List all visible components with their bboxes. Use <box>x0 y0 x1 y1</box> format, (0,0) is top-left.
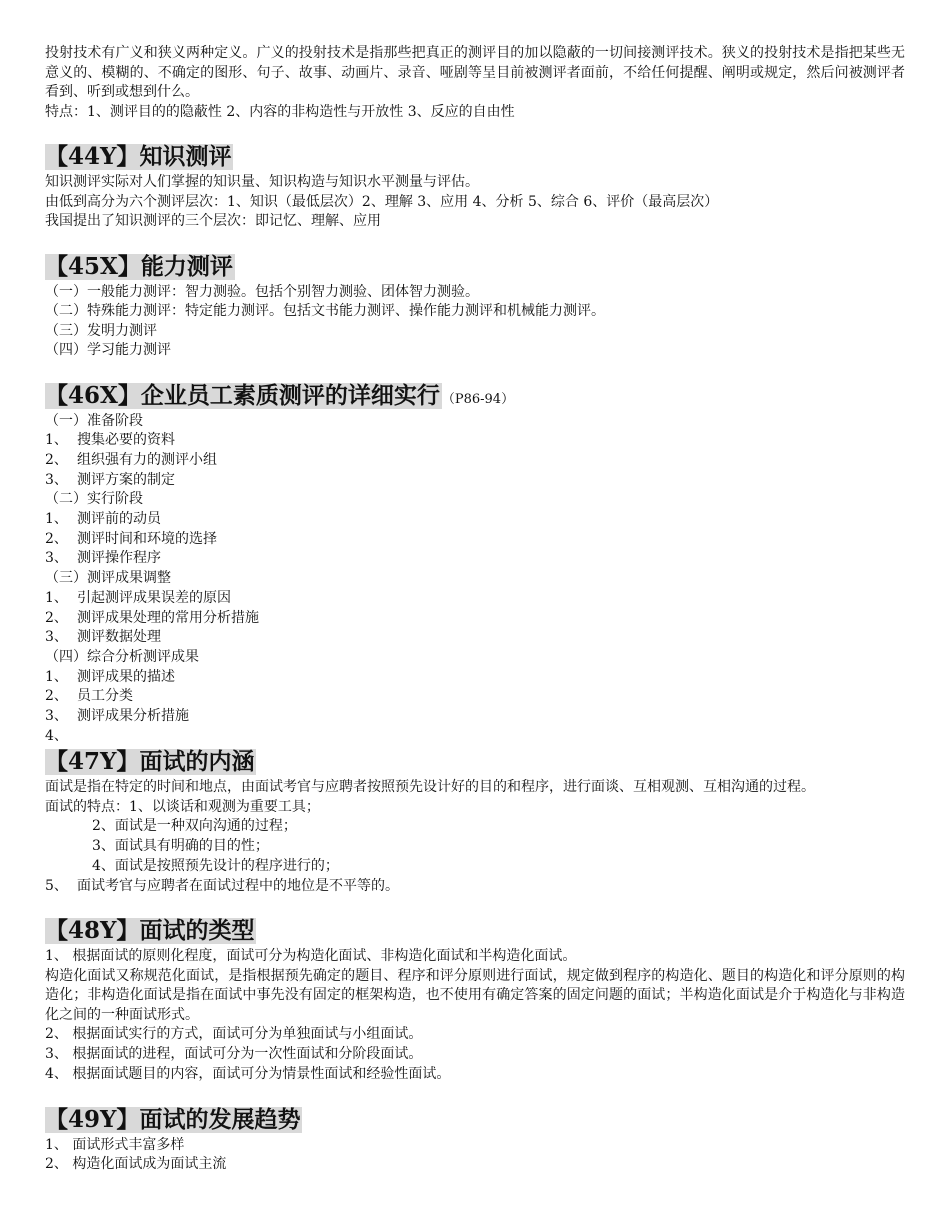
s48-line-2: 2、 根据面试实行的方式，面试可分为单独面试与小组面试。 <box>45 1026 423 1043</box>
s48-paragraph: 构造化面试又称规范化面试，是指根据预先确定的题目、程序和评分原则进行面试，规定做到程序的构造化、题目的构造化和评分原则的构造化；非构造化面试是指在面试中事先没有固定的框架构造，也不使用有确定答案的固定问题的面试；半构造化面试是介于构造化与非构造化之间的一种面试形式。 <box>45 967 905 1023</box>
list-item: 3、 测评方案的制定 <box>45 471 175 488</box>
s45-line-2: （二）特殊能力测评：特定能力测评。包括文书能力测评、操作能力测评和机械能力测评。 <box>45 303 605 319</box>
heading-44y: 【44Y】知识测评 <box>45 143 232 170</box>
heading-46x: 【46X】企业员工素质测评的详细实行 （P86-94） <box>45 381 515 409</box>
intro-paragraph: 投射技术有广义和狭义两种定义。广义的投射技术是指那些把真正的测评目的加以隐蔽的一切间接测评技术。狭义的投射技术是指把某些无意义的、模糊的、不确定的图形、句子、故事、动画片、录音、哑剧等呈目前被测评者面前，不给任何提醒、阐明或规定，然后问被测评者看到、听到或想到什么。 <box>45 45 905 100</box>
s46-group-4-label: （四）综合分析测评成果 <box>45 648 199 665</box>
heading-48y: 【48Y】面试的类型 <box>45 917 255 945</box>
list-item: 1、 搜集必要的资料 <box>45 432 175 449</box>
s49-line-2: 2、 构造化面试成为面试主流 <box>45 1156 227 1173</box>
s46-group-2-label: （二）实行阶段 <box>45 491 143 508</box>
list-item: 2、 员工分类 <box>45 688 133 705</box>
s48-line-1: 1、 根据面试的原则化程度，面试可分为构造化面试、非构造化面试和半构造化面试。 <box>45 948 577 965</box>
list-item: 3、 测评数据处理 <box>45 629 161 646</box>
list-item: 1、 测评前的动员 <box>45 511 161 528</box>
spacer <box>45 361 905 380</box>
s45-line-1: （一）一般能力测评：智力测验。包括个别智力测验、团体智力测验。 <box>45 283 479 300</box>
s47-feature-5: 5、 面试考官与应聘者在面试过程中的地位是不平等的。 <box>45 877 399 894</box>
s46-group-3-label: （三）测评成果调整 <box>45 570 171 587</box>
list-item: 2、 测评成果处理的常用分析措施 <box>45 609 259 626</box>
s46-group-1-label: （一）准备阶段 <box>45 412 143 429</box>
s44-line-1: 知识测评实际对人们掌握的知识量、知识构造与知识水平测量与评估。 <box>45 174 479 190</box>
heading-45x: 【45X】能力测评 <box>45 252 233 280</box>
s47-feature-3: 3、面试具有明确的目的性； <box>92 838 269 855</box>
intro-features: 特点：1、测评目的的隐蔽性 2、内容的非构造性与开放性 3、反应的自由性 <box>45 103 515 120</box>
list-item: 2、 组织强有力的测评小组 <box>45 451 217 468</box>
list-item: 4、 <box>45 727 68 744</box>
page-reference: （P86-94） <box>441 391 515 407</box>
s47-feature-4: 4、面试是按照预先设计的程序进行的； <box>92 857 339 874</box>
list-item: 1、 引起测评成果误差的原因 <box>45 589 231 606</box>
s47-definition: 面试是指在特定的时间和地点，由面试考官与应聘者按照预先设计好的目的和程序，进行面谈、互相观测、互相沟通的过程。 <box>45 779 815 796</box>
s49-line-1: 1、 面试形式丰富多样 <box>45 1136 185 1153</box>
document-page <box>45 44 905 1175</box>
heading-47y: 【47Y】面试的内涵 <box>45 748 255 776</box>
list-item: 3、 测评成果分析措施 <box>45 708 189 725</box>
s48-line-4: 4、 根据面试题目的内容，面试可分为情景性面试和经验性面试。 <box>45 1065 451 1082</box>
s45-line-3: （三）发明力测评 <box>45 322 157 339</box>
list-item: 1、 测评成果的描述 <box>45 668 175 685</box>
s45-line-4: （四）学习能力测评 <box>45 342 171 358</box>
s44-line-2: 由低到高分为六个测评层次：1、知识（最低层次）2、理解 3、应用 4、分析 5、综合 6、评价（最高层次） <box>45 193 719 210</box>
spacer <box>45 122 905 141</box>
spacer <box>45 1085 905 1104</box>
spacer <box>45 896 905 915</box>
heading-49y: 【49Y】面试的发展趋势 <box>45 1105 301 1133</box>
spacer <box>45 232 905 251</box>
s47-feature-2: 2、面试是一种双向沟通的过程； <box>92 818 297 835</box>
s47-features: 面试的特点：1、以谈话和观测为重要工具； <box>45 798 320 815</box>
s48-line-3: 3、 根据面试的进程，面试可分为一次性面试和分阶段面试。 <box>45 1046 423 1063</box>
list-item: 3、 测评操作程序 <box>45 550 161 567</box>
list-item: 2、 测评时间和环境的选择 <box>45 530 217 547</box>
s44-line-3: 我国提出了知识测评的三个层次：即记忆、理解、应用 <box>45 213 381 229</box>
